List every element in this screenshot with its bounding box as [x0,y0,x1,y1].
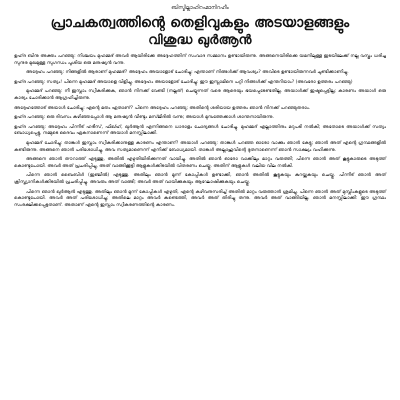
page-subtitle: വിശുദ്ധ ഖുർആൻ [148,33,252,48]
paragraph: ഉഹ്‌ദ പറഞ്ഞു: ഒരു ദിവസം കഴിഞ്ഞപ്പോൾ ആ മനുഷ്യൻ വീണ്ടും മസ്ജിദിൽ വന്നു; അയാൾ മുമ്പത്തേക്കാൾ ശാന്തനായിരുന്നു. [14,115,275,121]
paragraph: ഉഹ്‌ദ ബിനു അക്തം പറഞ്ഞു: നിശ്ചയം മുഹമ്മദ് അവർ ആയിരിക്കേ അദ്ദേഹത്തിന് സംവാദ സമ്മാനം ഉണ്ടായിരുന്നു. അങ്ങനെയിരിക്കെ യമനിലുള്ള ഇടയിലേക്ക് നല്ല വസ്ത്രം ധരിച്ച സുന്ദര മുഖമുള്ള സുഗന്ധം പൂശിയ ഒരു മനുഷ്യൻ വന്നു. [14,54,386,66]
page-title: പ്രാചകത്വത്തിന്റെ തെളിവുകളും അടയാളങ്ങളും [50,15,350,31]
paragraph: അങ്ങനെ ഞാൻ തൗറാത്ത് എടുത്തു, അതിൽ എഴുതിയിരിക്കുന്നത് വായിച്ചു. അതിൽ ഞാൻ ഓരോ വാക്കിലും മാറ്റം വരുത്തി; പിന്നെ ഞാൻ അത് കൂട്ടുകാരുടെ അടുത്ത് കൊണ്ടുപോയി. അവർ അത് പ്രചരിപ്പിച്ചു, അത് വാങ്ങിക്കൂട്ടി ആളുകൾക്കിടയിൽ വിതരണം ചെയ്തു. അതിന് ആളുകൾ വലിയ വില നൽകി. [14,157,386,169]
paragraph: പിന്നെ ഞാൻ ബൈബിൾ (ഇഞ്ചീൽ) എടുത്തു. അതിലും ഞാൻ മൂന്ന് കോപ്പികൾ ഉണ്ടാക്കി, ഞാൻ അതിൽ കൂട്ടുകയും കുറയ്ക്കുകയും ചെയ്തു. പിന്നീട് ഞാൻ അത് ക്രിസ്ത്യാനികൾക്കിടയിൽ പ്രചരിപ്പിച്ചു. അവരും അത് വാങ്ങി; അവർ അത് വായിക്കുകയും ആഘോഷിക്കുകയും ചെയ്തു. [14,173,386,185]
paragraph: മുഹമ്മദ് പറഞ്ഞു: നീ ഇസ്ലാം സ്വീകരിക്കുക, ഞാൻ നിനക്ക് വേണ്ടി (നല്ലത്) ചെയ്യുന്നത് വരെ ആരെയും ഭയപ്പെടേണ്ടതില്ല. അയാൾക്ക് ഇഷ്ടപ്പെട്ടില്ല; കാരണം അയാൾ ഒരു കാര്യം ചോദിക്കാൻ ആഗ്രഹിച്ചിരുന്നു. [14,89,386,101]
paragraph: ഉഹ്‌ദ പറഞ്ഞു: അദ്ദേഹം പിന്നീട് ഹദീസ്, ഫിഖ്ഹ്, ഖുർആൻ എന്നിങ്ങനെ ധാരാളം ചോദ്യങ്ങൾ ചോദിച്ചു. മുഹമ്മദ് എല്ലാത്തിനും മറുപടി നൽകി; അതോടെ അയാൾക്ക് സത്യം ബോധ്യപ്പെട്ടു, നമ്മുടെ ദൈവം ഏകനാണെന്ന് അയാൾ മനസ്സിലാക്കി. [14,124,386,137]
paragraph: അദ്ദേഹം പറഞ്ഞു: നിങ്ങളിൽ ആരാണ് മുഹമ്മദ്? അദ്ദേഹം അയാളോട് ചോദിച്ചു: എന്താണ് നിങ്ങൾക്ക് ആവശ്യം? അവിടെ ഉണ്ടായിരുന്നവർ ചൂണ്ടിക്കാണിച്ചു. [26,70,349,76]
article-body [14,54,386,209]
paragraph: അദ്ദേഹത്തോട് അയാൾ ചോദിച്ചു: എന്റെ മതം ഏതാണ്? പിന്നെ അദ്ദേഹം പറഞ്ഞു; അതിന്റെ ശരിയായ ഉത്തരം ഞാൻ നിനക്ക് പറഞ്ഞുതരാം. [14,105,311,111]
paragraph: പിന്നെ ഞാൻ ഖുർആൻ എടുത്തു. അതിലും ഞാൻ മൂന്ന് കോപ്പികൾ എഴുതി, എന്റെ കഴിവനുസരിച്ച് അതിൽ മാറ്റം വരുത്താൻ ശ്രമിച്ചു. പിന്നെ ഞാൻ അത് മുസ്ലിംകളുടെ അടുത്ത് കൊണ്ടുപോയി. അവർ അത് പരിശോധിച്ചു; അതിലെ മാറ്റം അവർ കണ്ടെത്തി, അവർ അത് തിരിച്ചു തന്നു. അവർ അത് വാങ്ങിയില്ല. ഞാൻ മനസ്സിലാക്കി: ഈ ഗ്രന്ഥം സംരക്ഷിക്കപ്പെട്ടതാണ്. അതാണ് എന്റെ ഇസ്ലാം സ്വീകരണത്തിന്റെ കാരണം. [14,189,386,208]
paragraph: ഉഹ്‌ദ പറഞ്ഞു: സത്യം! പിന്നെ മുഹമ്മദ് അയാളെ വിളിച്ചു. അദ്ദേഹം അയാളോട് ചോദിച്ചു: ഈ ഇസ്ലാമിനെ പറ്റി നിങ്ങൾക്ക് എന്തറിയാം? (അവരോ ഉത്തരം പറഞ്ഞു) [14,79,353,85]
bismillah-line: ബിസ്മില്ലാഹിറഹ്മാനിറഹീം [171,5,229,11]
paragraph: മുഹമ്മദ് ചോദിച്ചു: താങ്കൾ ഇസ്ലാം സ്വീകരിക്കാനുള്ള കാരണം എന്താണ്? അയാൾ പറഞ്ഞു: താങ്കൾ പറഞ്ഞ ഓരോ വാക്കും ഞാൻ കേട്ടു; ഞാൻ അത് എന്റെ ഗ്രന്ഥങ്ങളിൽ കണ്ടിരുന്നു. അങ്ങനെ ഞാൻ പരിശോധിച്ചു, അവ സത്യമാണെന്ന് എനിക്ക് ബോധ്യമായി. താങ്കൾ അല്ലാഹുവിന്റെ ദൂതനാണെന്ന് ഞാൻ സാക്ഷ്യം വഹിക്കുന്നു. [14,140,386,153]
